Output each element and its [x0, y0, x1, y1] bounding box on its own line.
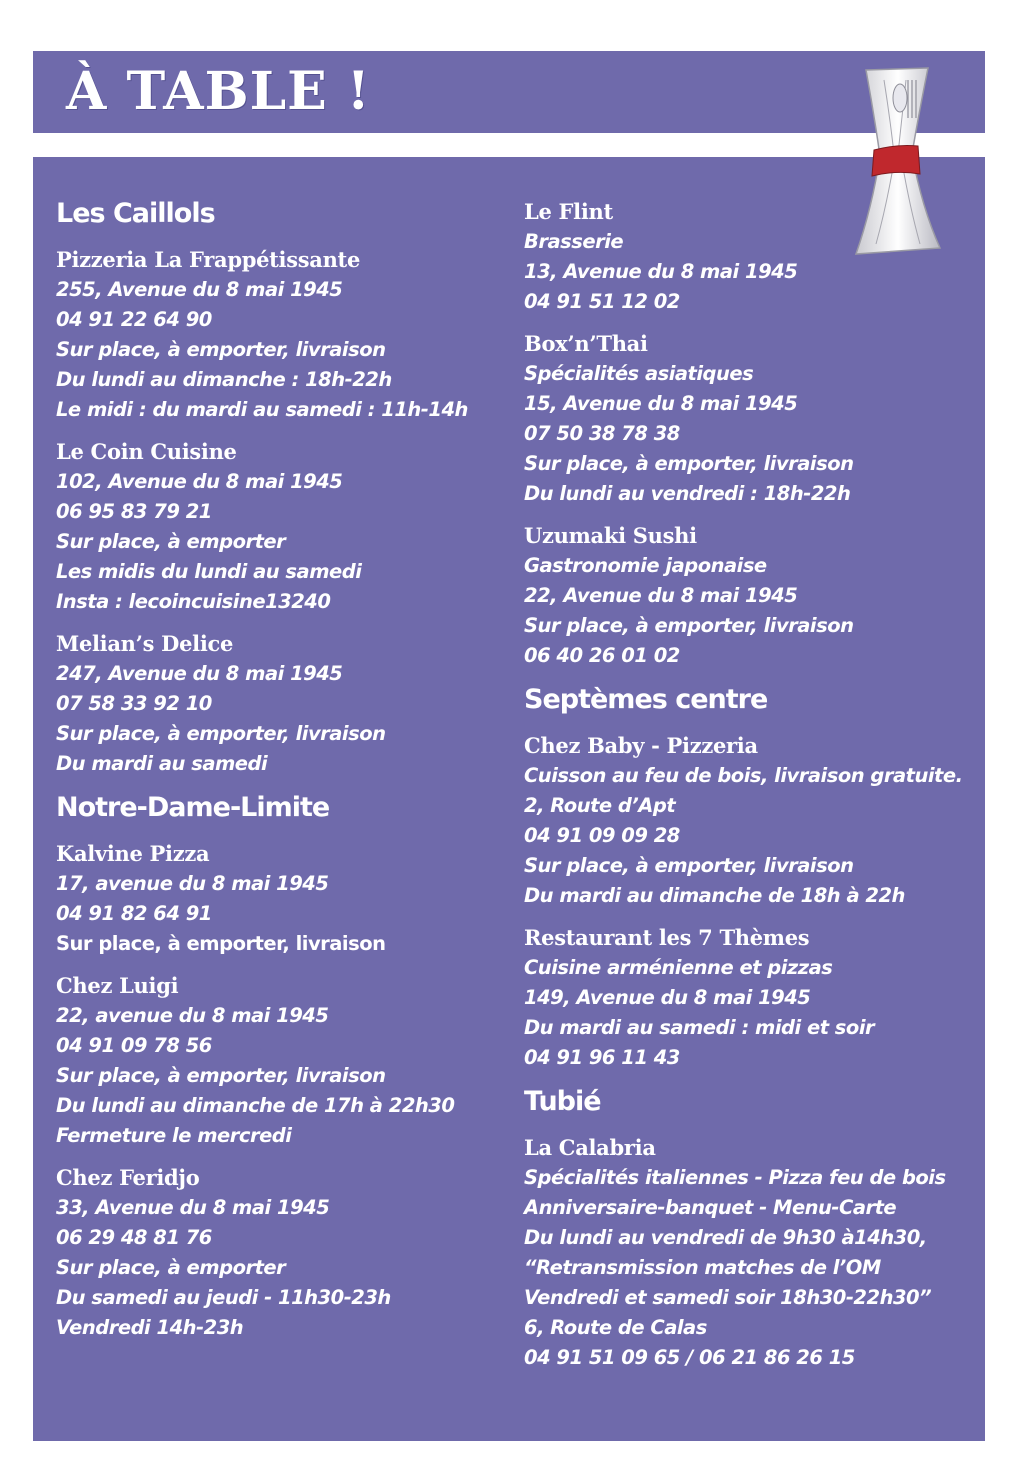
- restaurant-detail: 13, Avenue du 8 mai 1945: [524, 260, 798, 283]
- restaurant-detail: Du lundi au dimanche : 18h-22h: [56, 368, 392, 391]
- restaurant-detail: Fermeture le mercredi: [56, 1124, 292, 1147]
- restaurant-detail: Sur place, à emporter: [56, 530, 286, 553]
- restaurant-detail: Sur place, à emporter, livraison: [524, 614, 854, 637]
- restaurant-detail: Sur place, à emporter, livraison: [56, 932, 386, 955]
- restaurant-name: La Calabria: [524, 1135, 656, 1160]
- restaurant-detail: 149, Avenue du 8 mai 1945: [524, 986, 811, 1009]
- restaurant-detail: 6, Route de Calas: [524, 1316, 707, 1339]
- restaurant-detail: 07 50 38 78 38: [524, 422, 680, 445]
- restaurant-detail: Sur place, à emporter, livraison: [524, 452, 854, 475]
- restaurant-name: Uzumaki Sushi: [524, 523, 697, 548]
- restaurant-entry: [524, 923, 974, 1073]
- restaurant-name: Melian’s Delice: [56, 631, 234, 656]
- restaurant-entry: [524, 329, 974, 509]
- restaurant-detail: 06 95 83 79 21: [56, 500, 212, 523]
- restaurant-section: [56, 791, 506, 1343]
- restaurant-entry: [56, 839, 506, 959]
- restaurant-detail: 22, Avenue du 8 mai 1945: [524, 584, 798, 607]
- restaurant-name: Le Coin Cuisine: [56, 439, 237, 464]
- restaurant-detail: 06 40 26 01 02: [524, 644, 680, 667]
- right-column: [524, 197, 974, 1385]
- restaurant-name: Kalvine Pizza: [56, 841, 210, 866]
- restaurant-name: Le Flint: [524, 199, 613, 224]
- restaurant-detail: Insta : lecoincuisine13240: [56, 590, 331, 613]
- restaurant-entry: [56, 245, 506, 425]
- restaurant-name: Chez Luigi: [56, 973, 179, 998]
- restaurant-detail: Vendredi et samedi soir 18h30-22h30”: [524, 1286, 932, 1309]
- restaurant-detail: 04 91 82 64 91: [56, 902, 212, 925]
- restaurant-entry: [56, 629, 506, 779]
- restaurant-entry: [56, 437, 506, 617]
- restaurant-detail: 04 91 51 12 02: [524, 290, 680, 313]
- restaurant-entry: [56, 971, 506, 1151]
- restaurant-name: Restaurant les 7 Thèmes: [524, 925, 810, 950]
- left-column: [56, 197, 506, 1355]
- restaurant-name: Chez Feridjo: [56, 1165, 200, 1190]
- restaurant-detail: 07 58 33 92 10: [56, 692, 212, 715]
- restaurant-detail: Sur place, à emporter, livraison: [56, 722, 386, 745]
- section-title: Septèmes centre: [524, 684, 768, 715]
- restaurant-section: [56, 197, 506, 779]
- restaurant-detail: 04 91 51 09 65 / 06 21 86 26 15: [524, 1346, 855, 1369]
- restaurant-detail: Le midi : du mardi au samedi : 11h-14h: [56, 398, 468, 421]
- restaurant-detail: Du lundi au dimanche de 17h à 22h30: [56, 1094, 455, 1117]
- restaurant-detail: Sur place, à emporter, livraison: [56, 1064, 386, 1087]
- restaurant-detail: Anniversaire-banquet - Menu-Carte: [524, 1196, 897, 1219]
- restaurant-detail: 04 91 09 78 56: [56, 1034, 212, 1057]
- restaurant-detail: Cuisine arménienne et pizzas: [524, 956, 833, 979]
- section-title: Tubié: [524, 1086, 601, 1117]
- page-title: À TABLE !: [66, 61, 371, 122]
- restaurant-detail: Spécialités asiatiques: [524, 362, 754, 385]
- restaurant-detail: 247, Avenue du 8 mai 1945: [56, 662, 343, 685]
- restaurant-detail: 17, avenue du 8 mai 1945: [56, 872, 329, 895]
- restaurant-name: Pizzeria La Frappétissante: [56, 247, 361, 272]
- restaurant-entry: [524, 1133, 974, 1373]
- restaurant-detail: 33, Avenue du 8 mai 1945: [56, 1196, 330, 1219]
- restaurant-detail: Spécialités italiennes - Pizza feu de bois: [524, 1166, 946, 1189]
- restaurant-detail: 15, Avenue du 8 mai 1945: [524, 392, 798, 415]
- restaurant-detail: Les midis du lundi au samedi: [56, 560, 362, 583]
- restaurant-detail: Gastronomie japonaise: [524, 554, 767, 577]
- restaurant-section: [524, 683, 974, 1073]
- restaurant-detail: Sur place, à emporter, livraison: [56, 338, 386, 361]
- restaurant-detail: Vendredi 14h-23h: [56, 1316, 244, 1339]
- restaurant-detail: 255, Avenue du 8 mai 1945: [56, 278, 343, 301]
- restaurant-detail: Brasserie: [524, 230, 624, 253]
- restaurant-detail: Du mardi au samedi : midi et soir: [524, 1016, 875, 1039]
- restaurant-detail: Du lundi au vendredi : 18h-22h: [524, 482, 851, 505]
- restaurant-detail: Sur place, à emporter, livraison: [524, 854, 854, 877]
- restaurant-name: Chez Baby - Pizzeria: [524, 733, 758, 758]
- restaurant-detail: 04 91 22 64 90: [56, 308, 212, 331]
- section-title: Notre-Dame-Limite: [56, 792, 330, 823]
- restaurant-detail: Du mardi au samedi: [56, 752, 268, 775]
- restaurant-section: [524, 1085, 974, 1373]
- restaurant-entry: [524, 731, 974, 911]
- restaurant-entry: [524, 197, 974, 317]
- restaurant-detail: Du mardi au dimanche de 18h à 22h: [524, 884, 905, 907]
- restaurant-detail: 04 91 96 11 43: [524, 1046, 680, 1069]
- restaurant-detail: Sur place, à emporter: [56, 1256, 286, 1279]
- restaurant-detail: “Retransmission matches de l’OM: [524, 1256, 881, 1279]
- restaurant-section: [524, 197, 974, 671]
- restaurant-detail: 04 91 09 09 28: [524, 824, 680, 847]
- restaurant-detail: Cuisson au feu de bois, livraison gratuite.: [524, 764, 963, 787]
- restaurant-detail: Du lundi au vendredi de 9h30 à14h30,: [524, 1226, 927, 1249]
- restaurant-detail: 102, Avenue du 8 mai 1945: [56, 470, 343, 493]
- restaurant-detail: Du samedi au jeudi - 11h30-23h: [56, 1286, 391, 1309]
- restaurant-detail: 2, Route d’Apt: [524, 794, 676, 817]
- restaurant-entry: [524, 521, 974, 671]
- restaurant-entry: [56, 1163, 506, 1343]
- restaurant-name: Box’n’Thai: [524, 331, 648, 356]
- restaurant-detail: 22, avenue du 8 mai 1945: [56, 1004, 329, 1027]
- section-title: Les Caillols: [56, 198, 215, 229]
- restaurant-detail: 06 29 48 81 76: [56, 1226, 212, 1249]
